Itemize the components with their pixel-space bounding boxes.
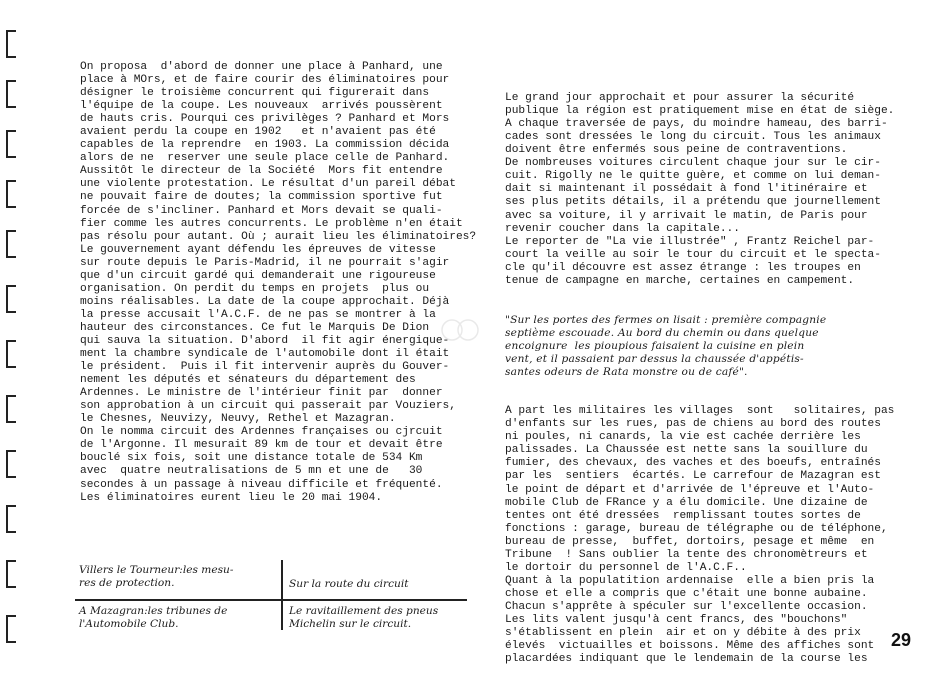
text-line: organisation. On perdit du temps en projets plus ou — [80, 282, 430, 295]
text-line: cle qu'il découvre est assez étrange : les troupes en — [505, 261, 861, 274]
text-line: septième escouade. Au bord du chemin ou dans quelque — [505, 326, 819, 339]
text-line: A part les militaires les villages sont solitaires, pas — [505, 405, 895, 418]
text-line: encoignure les pioupious faisaient la cuisine en plein — [505, 339, 805, 352]
text-line: tentes ont été dressées remplissant toutes sortes de — [505, 509, 861, 522]
text-line: bouclé six fois, soit une distance totale de 534 Km — [80, 452, 423, 465]
text-line: secondes à un passage à niveau difficile et fréquenté. — [80, 478, 443, 491]
binding-ring — [6, 615, 16, 643]
text-line: On proposa d'abord de donner une place à Panhard, une — [80, 61, 443, 73]
text-line: son approbation à un circuit qui passerait par Vouziers, — [80, 400, 456, 413]
caption-vertical-divider — [281, 560, 283, 630]
text-line: avec quatre neutralisations de 5 mn et une de 30 — [80, 465, 423, 478]
text-line: ni poules, ni canards, la vie est cachée derrière les — [505, 431, 861, 444]
text-line: avec sa voiture, il y arrivait le matin, de Paris pour — [505, 209, 868, 222]
text-line: cades sont dressées le long du circuit. Tous les animaux — [505, 131, 881, 144]
text-line: doivent être enfermés sous peine de contraventions. — [505, 144, 848, 157]
text-line: bureau de presse, buffet, dortoirs, pesage et même en — [505, 535, 875, 548]
text-line: cuit. Rigolly ne le quitte guère, et comme on lui deman- — [505, 170, 881, 183]
binding-ring — [6, 285, 16, 313]
text-line: A chaque traversée de pays, du moindre hameau, des barri- — [505, 118, 888, 131]
binding-ring — [6, 230, 16, 258]
binding-ring — [6, 130, 16, 158]
text-line: forcée de s'incliner. Panhard et Mors devait se quali- — [80, 204, 443, 217]
text-line: fonctions : garage, bureau de télégraphe ou de téléphone, — [505, 522, 888, 535]
text-line: moins réalisables. La date de la coupe approchait. Déjà — [80, 295, 450, 308]
text-line: "Sur les portes des fermes on lisait : première compagnie — [505, 313, 827, 326]
page-number: 29 — [891, 630, 912, 650]
watermark-stamp-icon — [440, 315, 480, 345]
text-line: élevés victuailles et boissons. Même des affiches sont — [505, 640, 875, 653]
caption-bottom-right: Le ravitaillement des pneus Michelin sur le circuit. — [289, 605, 439, 630]
text-line: le Chesnes, Neuvizy, Neuvy, Rethel et Mazagran. — [80, 413, 396, 426]
text-line: santes odeurs de Rata monstre ou de café". — [505, 366, 748, 379]
text-line: palissades. La Chaussée est nette sans la souillure du — [505, 444, 868, 457]
caption-bottom-left: A Mazagran:les tribunes de l'Automobile Club. — [79, 605, 228, 630]
binding-ring — [6, 560, 16, 588]
text-line: placardées indiquant que le lendemain de la course les — [505, 653, 868, 666]
text-line: sur route depuis le Paris-Madrid, il ne pourrait s'agir — [80, 256, 450, 269]
text-line: désigner le troisième concurrent qui figurerait dans — [80, 87, 430, 100]
text-line: d'enfants sur les rues, pas de chiens au bord des routes — [505, 418, 881, 431]
text-line: la presse accusait l'A.C.F. de ne pas se montrer à la — [80, 308, 436, 321]
text-line: ment la chambre syndicale de l'automobile dont il était — [80, 348, 450, 361]
caption-top-left: Villers le Tourneur:les mesu- res de protection. — [79, 564, 234, 589]
caption-horizontal-divider — [75, 599, 467, 601]
text-line: Chacun s'apprête à spéculer sur l'excellente occasion. — [505, 600, 868, 613]
binding-ring — [6, 340, 16, 368]
text-line: le point de départ et d'arrivée de l'épreuve et l'Auto- — [505, 483, 875, 496]
spiral-binding — [6, 30, 24, 640]
quoted-passage — [505, 314, 900, 379]
caption-top-right: Sur la route du circuit — [289, 578, 409, 590]
text-line: De nombreuses voitures circulent chaque jour sur le cir- — [505, 157, 881, 170]
text-line: capables de la reprendre en 1903. La commission décida — [80, 139, 450, 152]
text-line: ses plus petits détails, il a prétendu que journellement — [505, 196, 881, 209]
text-line: fier comme les autres concurrents. Le problème n'en était — [80, 217, 463, 230]
right-paragraph-a — [505, 92, 900, 288]
photo-captions-grid — [75, 560, 475, 640]
text-line: que d'un circuit gardé qui demanderait une rigoureuse — [80, 269, 436, 282]
text-line: tenue de campagne en marche, certaines en campement. — [505, 274, 855, 287]
text-line: s'établissent en plein air et on y débite à des prix — [505, 627, 861, 640]
text-line: Ardennes. Le ministre de l'intérieur finit par donner — [80, 387, 443, 400]
text-line: vent, et il passaient par dessus la chaussée d'appétis- — [505, 353, 804, 366]
binding-ring — [6, 505, 16, 533]
text-line: Le reporter de "La vie illustrée" , Frantz Reichel par- — [505, 235, 875, 248]
text-line: par les sentiers écartés. Le carrefour de Mazagran est — [505, 470, 881, 483]
text-line: le dortoir du personnel de l'A.C.F.. — [505, 561, 747, 574]
text-line: Le gouvernement ayant défendu les épreuves de vitesse — [80, 243, 436, 256]
binding-ring — [6, 180, 16, 208]
text-line: Tribune ! Sans oublier la tente des chronomètreurs et — [505, 548, 868, 561]
text-line: l'équipe de la coupe. Les nouveaux arrivés poussèrent — [80, 100, 443, 113]
text-line: dait si maintenant il possédait à fond l'itinéraire et — [505, 183, 868, 196]
text-line: publique la région est pratiquement mise en état de siège. — [505, 105, 895, 118]
right-text-column — [505, 66, 900, 692]
text-line: Quant à la populatition ardennaise elle a bien pris la — [505, 574, 875, 587]
text-line: On le nomma circuit des Ardennes françaises ou cjrcuit — [80, 426, 443, 439]
text-line: hauteur des circonstances. Ce fut le Marquis De Dion — [80, 321, 430, 334]
binding-ring — [6, 80, 16, 108]
text-line: une violente protestation. Le résultat d'un pareil débat — [80, 178, 456, 191]
text-line: mobile Club de FRance y a élu domicile. Une dizaine de — [505, 496, 868, 509]
text-line: de hauts cris. Pourqui ces privilèges ? Panhard et Mors — [80, 113, 450, 126]
text-line: alors de ne reserver une seule place celle de Panhard. — [80, 152, 450, 165]
text-line: chose et elle a compris que c'était une bonne aubaine. — [505, 587, 868, 600]
binding-ring — [6, 30, 16, 58]
text-line: qui sauva la situation. D'abord il fit agir énergique- — [80, 334, 450, 347]
text-line: ne pouvait faire de doutes; la commission sportive fut — [80, 191, 443, 204]
text-line: Aussitôt le directeur de la Société Mors fit entendre — [80, 165, 443, 178]
text-line: le président. Puis il fit intervenir auprès du Gouver- — [80, 361, 450, 374]
text-line: court la veille au soir le tour du circuit et le specta- — [505, 248, 881, 261]
text-line: avaient perdu la coupe en 1902 et n'avaient pas été — [80, 126, 436, 139]
right-paragraph-b — [505, 405, 900, 666]
text-line: de l'Argonne. Il mesurait 89 km de tour et devait être — [80, 439, 443, 452]
text-line: Les lits valent jusqu'à cent francs, des "bouchons" — [505, 613, 848, 626]
text-line: Les éliminatoires eurent lieu le 20 mai 1904. — [80, 491, 383, 504]
binding-ring — [6, 450, 16, 478]
text-line: fumier, des chevaux, des vaches et des boeufs, entraînés — [505, 457, 881, 470]
binding-ring — [6, 395, 16, 423]
left-text-column — [80, 61, 477, 505]
text-line: nement les députés et sénateurs du département des — [80, 374, 416, 387]
text-line: place à MOrs, et de faire courir des éliminatoires pour — [80, 74, 450, 87]
text-line: revenir coucher dans la capitale... — [505, 222, 740, 235]
text-line: Le grand jour approchait et pour assurer la sécurité — [505, 92, 855, 105]
text-line: pas résolu pour autant. Où ; aurait lieu les éliminatoires? — [80, 230, 477, 243]
